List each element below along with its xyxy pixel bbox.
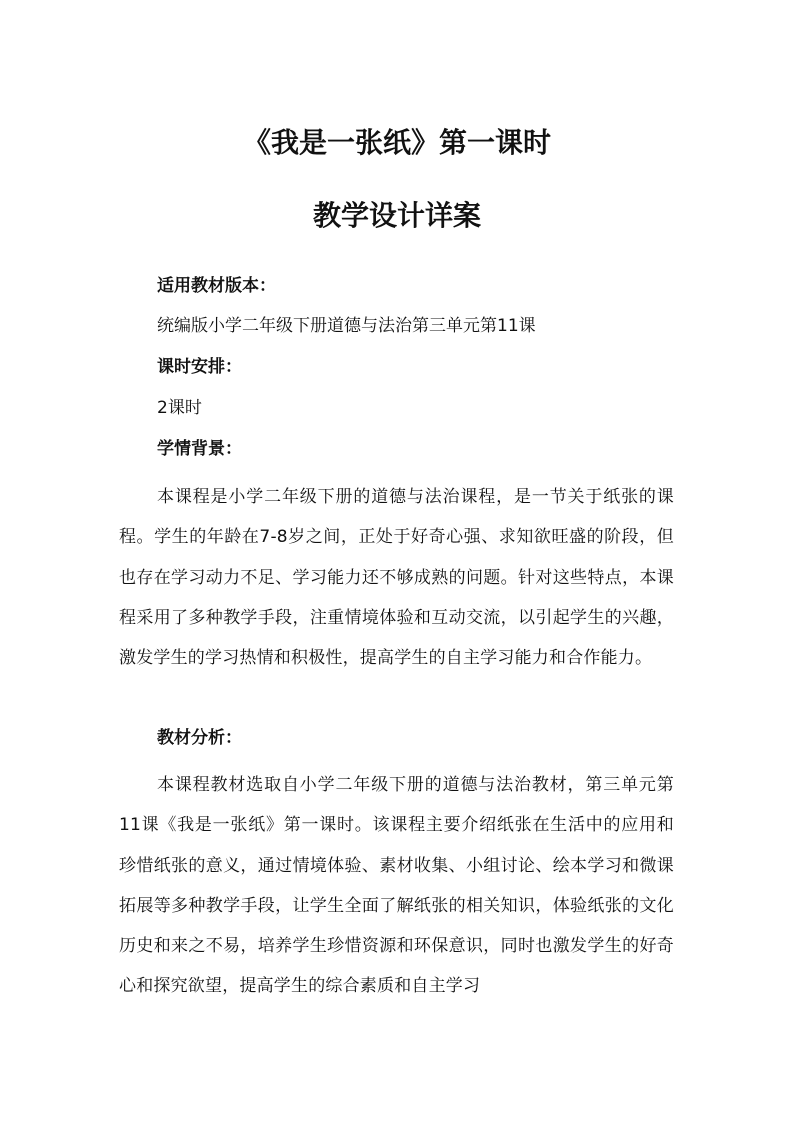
section-heading-textbook-version: 适用教材版本： bbox=[157, 276, 276, 296]
section-heading-textbook-analysis: 教材分析： bbox=[157, 728, 242, 748]
section-heading-student-background: 学情背景： bbox=[157, 439, 242, 459]
document-subtitle: 教学设计详案 bbox=[312, 199, 481, 232]
document-title: 《我是一张纸》第一课时 bbox=[242, 126, 551, 159]
section-content-schedule: 2课时 bbox=[157, 398, 202, 418]
section-content-student-background: 本课程是小学二年级下册的道德与法治课程，是一节关于纸张的课程。学生的年龄在7-8岁之间，正处于好奇心强、求知欲旺盛的阶段，但也存在学习动力不足、学习能力还不够成熟的问题。针对这些特点，本课程采用了多种教学手段，注重情境体验和互动交流，以引起学生的兴趣，激发学生的学习热情和积极性，提高学生的自主学习能力和合作能力。 bbox=[119, 487, 674, 669]
section-content-textbook-version: 统编版小学二年级下册道德与法治第三单元第11课 bbox=[157, 316, 536, 336]
section-heading-schedule: 课时安排： bbox=[157, 357, 242, 377]
section-content-textbook-analysis: 本课程教材选取自小学二年级下册的道德与法治教材，第三单元第11课《我是一张纸》第一课时。该课程主要介绍纸张在生活中的应用和珍惜纸张的意义，通过情境体验、素材收集、小组讨论、绘本学习和微课拓展等多种教学手段，让学生全面了解纸张的相关知识，体验纸张的文化历史和来之不易，培养学生珍惜资源和环保意识，同时也激发学生的好奇心和探究欲望，提高学生的综合素质和自主学习 bbox=[119, 775, 674, 997]
